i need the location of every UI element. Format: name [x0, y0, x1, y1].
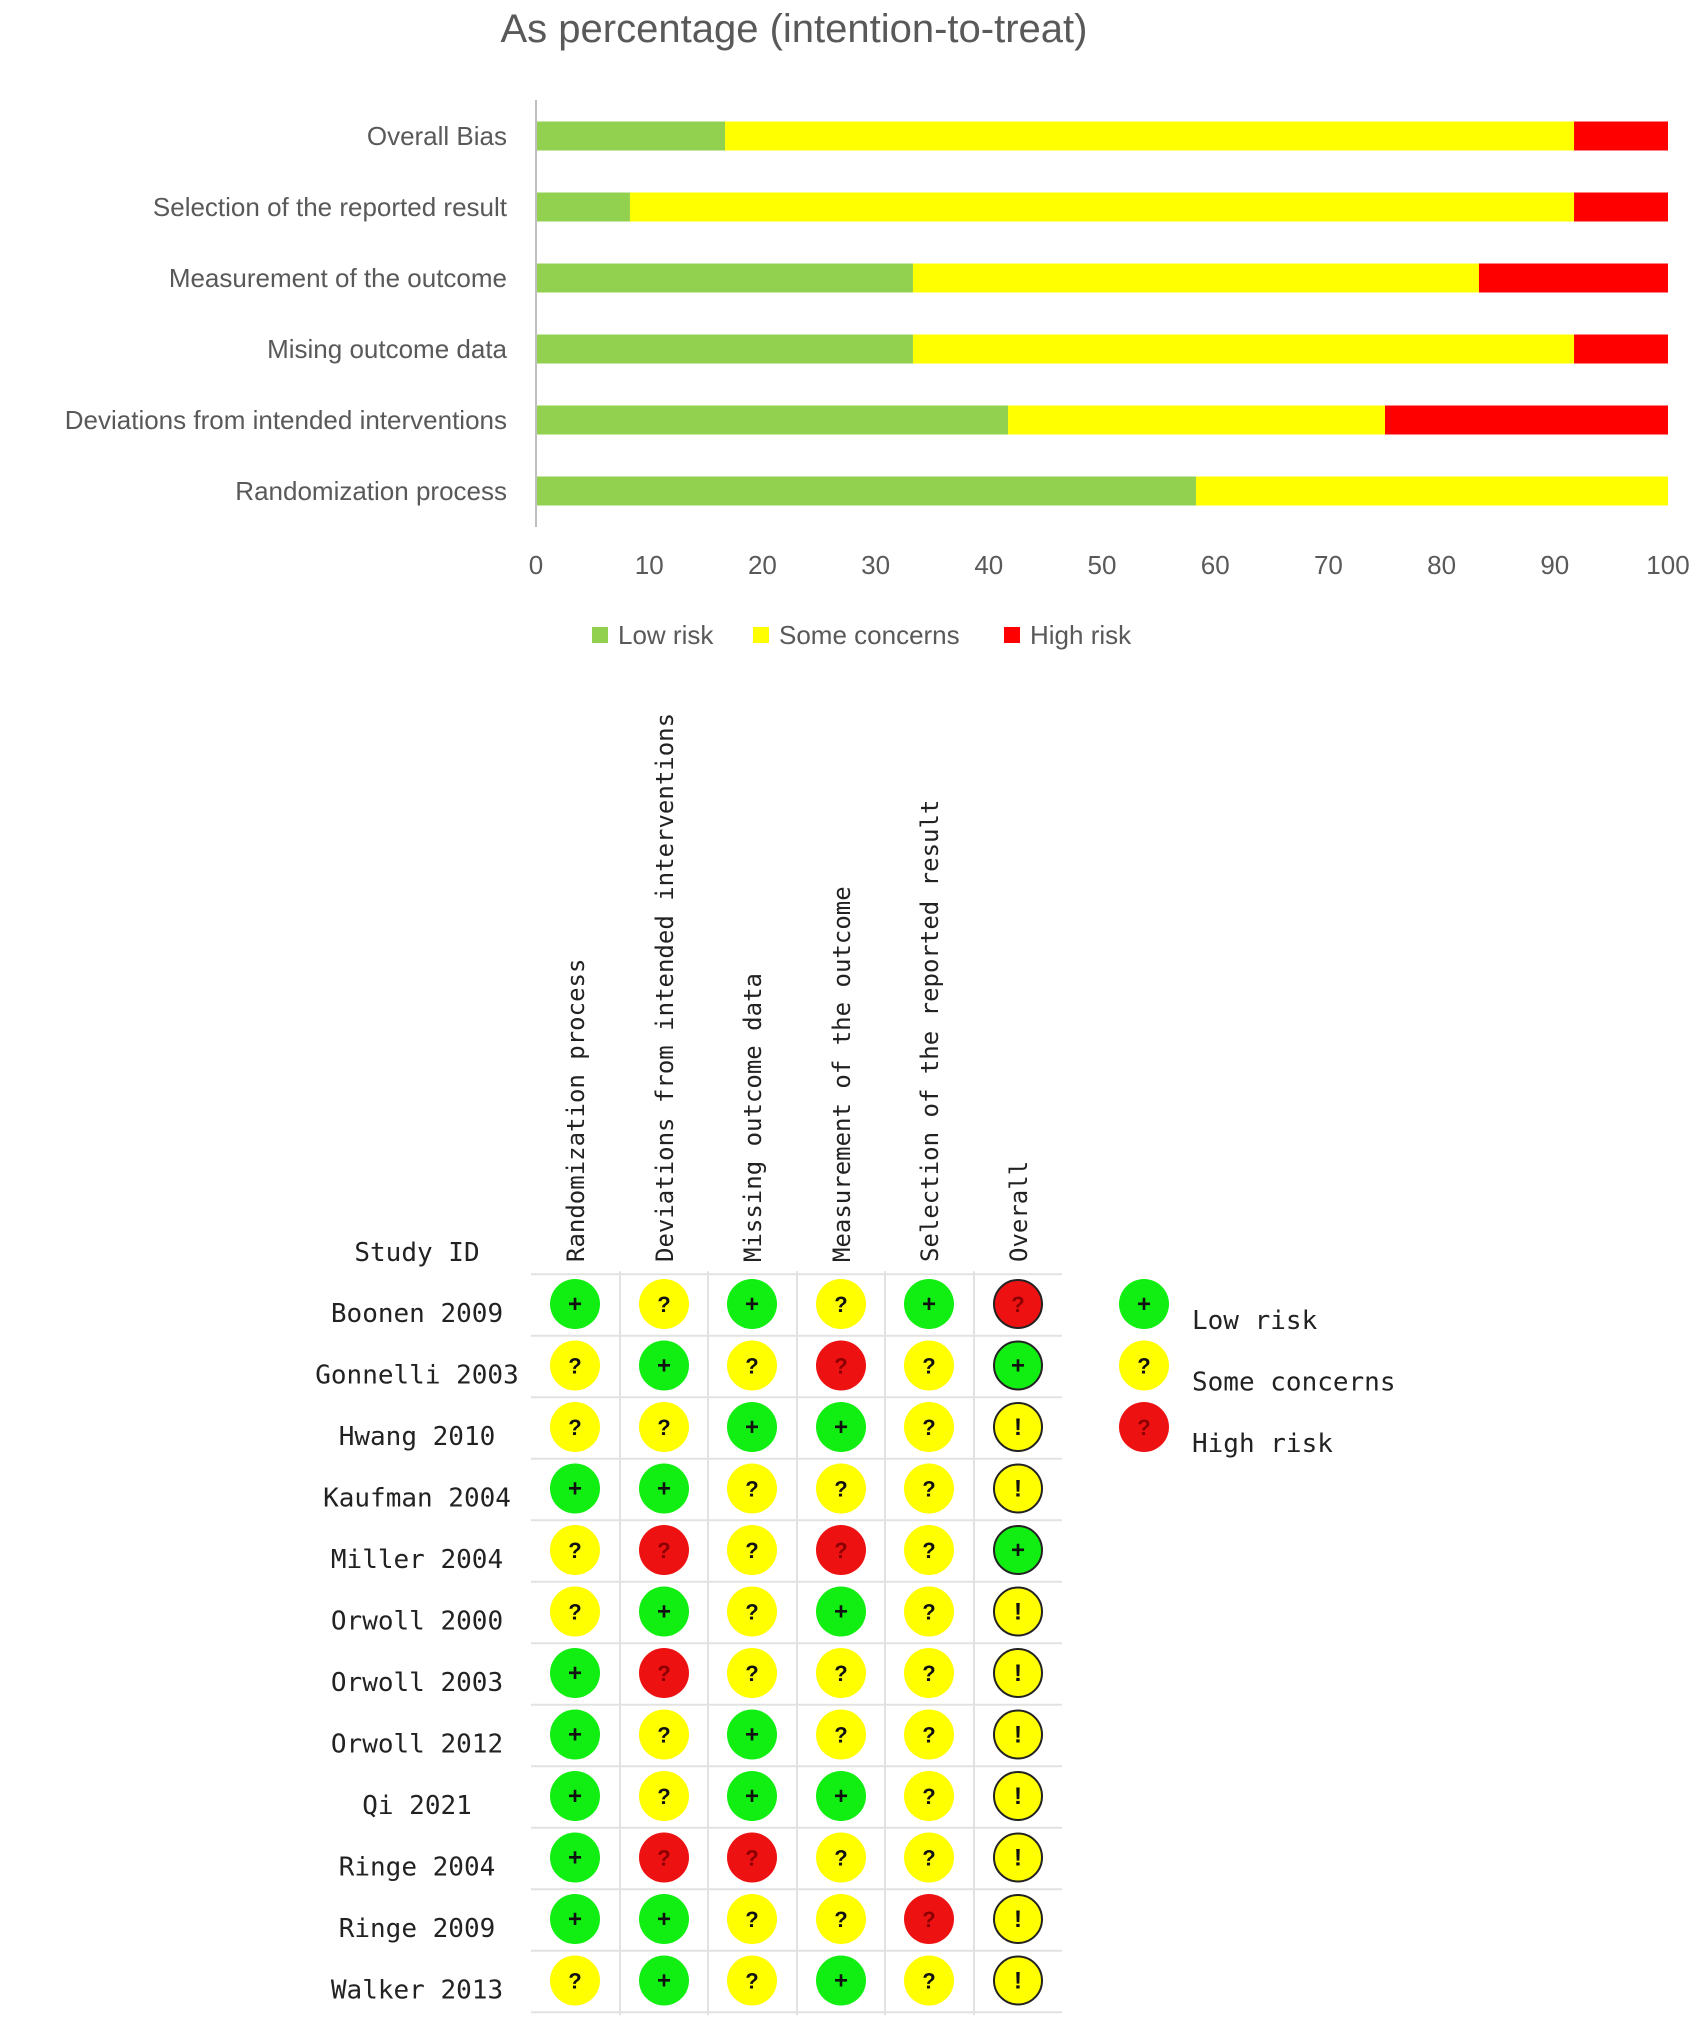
legend-item-low-risk [1119, 1279, 1318, 1336]
judgement-symbol: ? [657, 1538, 671, 1563]
bar-low-risk-randomization-process [536, 477, 1196, 506]
legend-label-some-concerns: Some concerns [1192, 1367, 1396, 1398]
judgement-symbol: ? [745, 1476, 759, 1502]
judgement-symbol: + [656, 1352, 672, 1380]
judgement-symbol: + [833, 1783, 849, 1810]
x-tick-0: 0 [528, 550, 544, 580]
judgement-symbol: ! [1014, 1721, 1022, 1749]
judgement-symbol: ? [922, 1968, 936, 1994]
category-label-mising-outcome-data: Mising outcome data [267, 334, 507, 364]
judgement-symbol: ? [922, 1784, 936, 1809]
cell-miller-2004-selection-of-the-reported-result-some [904, 1525, 954, 1575]
cell-miller-2004-randomization-process-some [550, 1525, 600, 1575]
cell-walker-2013-deviations-from-intended-interventions-low [639, 1956, 689, 2006]
judgement-symbol: ? [834, 1538, 848, 1563]
judgement-symbol: ? [834, 1476, 848, 1502]
judgement-symbol: ? [568, 1968, 582, 1994]
x-tick-10: 10 [634, 550, 664, 580]
cell-miller-2004-missing-outcome-data-some [727, 1525, 777, 1575]
cell-orwoll-2000-measurement-of-the-outcome-low [816, 1587, 866, 1637]
judgement-symbol: + [656, 1598, 672, 1626]
cell-ringe-2009-selection-of-the-reported-result-high [904, 1894, 954, 1944]
cell-orwoll-2003-measurement-of-the-outcome-some [816, 1648, 866, 1698]
judgement-symbol: ? [745, 1907, 759, 1932]
cell-ringe-2004-overall-some [994, 1834, 1042, 1882]
legend-swatch-high-risk [1004, 627, 1020, 643]
study-label-orwoll-2003: Orwoll 2003 [330, 1668, 504, 1698]
judgement-symbol: ! [1014, 1906, 1022, 1933]
column-header-randomization-process: Randomization process [562, 958, 590, 1262]
bar-low-risk-measurement-of-the-outcome [536, 264, 913, 293]
bar-high-risk-overall-bias [1574, 122, 1668, 151]
judgement-symbol: + [656, 1906, 672, 1933]
judgement-symbol: ? [922, 1722, 936, 1748]
cell-gonnelli-2003-deviations-from-intended-interventions-low [639, 1341, 689, 1391]
cell-walker-2013-measurement-of-the-outcome-low [816, 1956, 866, 2006]
judgement-symbol: ? [657, 1722, 671, 1748]
judgement-symbol: ? [568, 1415, 582, 1440]
bar-some-concerns-mising-outcome-data [913, 335, 1574, 364]
judgement-symbol: + [744, 1414, 760, 1441]
cell-kaufman-2004-measurement-of-the-outcome-some [816, 1464, 866, 1514]
cell-hwang-2010-overall-some [994, 1403, 1042, 1451]
study-label-qi-2021: Qi 2021 [362, 1791, 472, 1821]
legend-swatch-low-risk [592, 627, 608, 643]
judgement-symbol: + [744, 1721, 760, 1749]
cell-ringe-2004-deviations-from-intended-interventions-high [639, 1833, 689, 1883]
study-label-miller-2004: Miller 2004 [330, 1545, 504, 1575]
judgement-symbol: ! [1014, 1414, 1022, 1441]
judgement-symbol: + [1010, 1352, 1026, 1380]
judgement-symbol: ? [657, 1784, 671, 1809]
judgement-symbol: ? [922, 1353, 936, 1379]
cell-orwoll-2012-selection-of-the-reported-result-some [904, 1710, 954, 1760]
judgement-symbol: ? [834, 1907, 848, 1932]
stacked-bar-chart [65, 7, 1690, 650]
bar-high-risk-selection-of-the-reported-result [1574, 193, 1668, 222]
judgement-symbol: ? [568, 1599, 582, 1625]
judgement-symbol: ? [657, 1661, 671, 1686]
cell-gonnelli-2003-missing-outcome-data-some [727, 1341, 777, 1391]
cell-ringe-2004-missing-outcome-data-high [727, 1833, 777, 1883]
cell-orwoll-2000-randomization-process-some [550, 1587, 600, 1637]
legend-label-low-risk: Low risk [618, 620, 714, 650]
x-tick-labels [529, 550, 1690, 580]
judgement-symbol: ? [745, 1353, 759, 1379]
table-grid [531, 1271, 1062, 2015]
judgement-symbol: + [567, 1475, 583, 1503]
cell-qi-2021-selection-of-the-reported-result-some [904, 1771, 954, 1821]
cell-qi-2021-overall-some [994, 1772, 1042, 1820]
cell-orwoll-2003-randomization-process-low [550, 1648, 600, 1698]
judgement-symbol: + [567, 1844, 583, 1872]
cell-miller-2004-deviations-from-intended-interventions-high [639, 1525, 689, 1575]
judgement-symbol: ? [745, 1845, 759, 1871]
cell-orwoll-2000-selection-of-the-reported-result-some [904, 1587, 954, 1637]
cell-hwang-2010-selection-of-the-reported-result-some [904, 1402, 954, 1452]
cell-kaufman-2004-overall-some [994, 1465, 1042, 1513]
legend-label-low-risk: Low risk [1192, 1306, 1318, 1336]
cell-kaufman-2004-randomization-process-low [550, 1464, 600, 1514]
cell-ringe-2009-randomization-process-low [550, 1894, 600, 1944]
bar-chart-legend [592, 620, 1132, 650]
cell-hwang-2010-randomization-process-some [550, 1402, 600, 1452]
legend-item-some-concerns [1119, 1341, 1396, 1398]
bars [536, 122, 1668, 506]
cell-orwoll-2012-measurement-of-the-outcome-some [816, 1710, 866, 1760]
judgement-symbol: ! [1014, 1844, 1022, 1872]
x-tick-20: 20 [747, 550, 777, 580]
cell-boonen-2009-selection-of-the-reported-result-low [904, 1279, 954, 1329]
judgement-symbol: ? [657, 1292, 671, 1317]
cell-gonnelli-2003-measurement-of-the-outcome-high [816, 1341, 866, 1391]
judgement-symbol: + [656, 1967, 672, 1995]
column-header-measurement-of-the-outcome: Measurement of the outcome [828, 886, 856, 1262]
judgement-symbol: + [567, 1721, 583, 1749]
cell-walker-2013-selection-of-the-reported-result-some [904, 1956, 954, 2006]
judgement-symbol: ? [922, 1907, 936, 1932]
cell-boonen-2009-measurement-of-the-outcome-some [816, 1279, 866, 1329]
study-label-orwoll-2012: Orwoll 2012 [330, 1729, 504, 1760]
judgement-symbol: + [567, 1906, 583, 1933]
judgement-symbol: + [656, 1475, 672, 1503]
legend-item-high-risk [1004, 620, 1132, 650]
cell-boonen-2009-overall-high [994, 1280, 1042, 1328]
judgement-symbol: ! [1014, 1967, 1022, 1995]
legend-item-low-risk [592, 620, 714, 650]
study-labels [315, 1299, 519, 2006]
judgement-symbol: + [567, 1783, 583, 1810]
cell-walker-2013-missing-outcome-data-some [727, 1956, 777, 2006]
bar-some-concerns-measurement-of-the-outcome [913, 264, 1479, 293]
judgement-symbol: ? [922, 1845, 936, 1871]
legend-symbol: + [1136, 1291, 1152, 1318]
cell-gonnelli-2003-overall-low [994, 1342, 1042, 1390]
cell-gonnelli-2003-randomization-process-some [550, 1341, 600, 1391]
category-label-selection-of-the-reported-result: Selection of the reported result [152, 192, 507, 222]
judgement-symbol: ! [1014, 1598, 1022, 1626]
judgement-symbol: + [744, 1783, 760, 1810]
study-label-hwang-2010: Hwang 2010 [338, 1422, 496, 1452]
judgement-symbol: ? [922, 1599, 936, 1625]
legend-symbol: ? [1137, 1415, 1151, 1440]
judgement-symbol: ? [922, 1415, 936, 1440]
judgement-symbol: ? [834, 1845, 848, 1871]
category-label-deviations-from-intended-interventions: Deviations from intended interventions [64, 405, 507, 435]
cell-ringe-2004-selection-of-the-reported-result-some [904, 1833, 954, 1883]
category-label-randomization-process: Randomization process [235, 476, 507, 506]
legend-swatch-some-concerns [753, 627, 769, 643]
judgement-symbol: ? [922, 1538, 936, 1563]
cell-qi-2021-measurement-of-the-outcome-low [816, 1771, 866, 1821]
study-id-header: Study ID [354, 1238, 480, 1268]
judgement-symbol: + [744, 1291, 760, 1318]
legend-label-high-risk: High risk [1192, 1429, 1333, 1459]
traffic-light-plot [315, 713, 1395, 2015]
study-label-gonnelli-2003: Gonnelli 2003 [315, 1360, 519, 1391]
judgement-symbol: + [567, 1660, 583, 1687]
legend-label-some-concerns: Some concerns [779, 620, 960, 650]
judgement-symbol: + [567, 1291, 583, 1318]
judgement-symbol: ? [657, 1415, 671, 1440]
bar-low-risk-overall-bias [536, 122, 725, 151]
judgement-symbol: ? [922, 1661, 936, 1686]
judgement-symbol: ? [1011, 1292, 1025, 1317]
bar-some-concerns-selection-of-the-reported-result [630, 193, 1574, 222]
cell-hwang-2010-deviations-from-intended-interventions-some [639, 1402, 689, 1452]
cell-qi-2021-randomization-process-low [550, 1771, 600, 1821]
legend-symbol: ? [1137, 1353, 1151, 1379]
cell-orwoll-2003-selection-of-the-reported-result-some [904, 1648, 954, 1698]
judgement-symbol: ! [1014, 1660, 1022, 1687]
judgement-symbol: ? [745, 1661, 759, 1686]
cell-miller-2004-overall-low [994, 1526, 1042, 1574]
legend-item-high-risk [1119, 1402, 1333, 1459]
x-tick-30: 30 [861, 550, 891, 580]
judgement-symbol: ? [834, 1292, 848, 1317]
column-header-selection-of-the-reported-result: Selection of the reported result [916, 799, 944, 1262]
cell-miller-2004-measurement-of-the-outcome-high [816, 1525, 866, 1575]
bar-high-risk-measurement-of-the-outcome [1479, 264, 1668, 293]
legend-label-high-risk: High risk [1030, 620, 1132, 650]
x-tick-100: 100 [1646, 550, 1690, 580]
study-label-boonen-2009: Boonen 2009 [330, 1299, 504, 1329]
x-tick-70: 70 [1313, 550, 1343, 580]
cell-orwoll-2000-missing-outcome-data-some [727, 1587, 777, 1637]
judgement-symbol: ! [1014, 1783, 1022, 1810]
judgement-symbol: ? [922, 1476, 936, 1502]
cell-kaufman-2004-deviations-from-intended-interventions-low [639, 1464, 689, 1514]
cell-walker-2013-overall-some [994, 1957, 1042, 2005]
study-label-ringe-2004: Ringe 2004 [338, 1852, 496, 1883]
judgement-symbol: + [833, 1414, 849, 1441]
cell-kaufman-2004-selection-of-the-reported-result-some [904, 1464, 954, 1514]
column-header-missing-outcome-data: Missing outcome data [739, 973, 767, 1262]
cell-boonen-2009-deviations-from-intended-interventions-some [639, 1279, 689, 1329]
cell-orwoll-2012-missing-outcome-data-low [727, 1710, 777, 1760]
traffic-light-legend [1119, 1279, 1396, 1459]
category-label-overall-bias: Overall Bias [366, 121, 507, 151]
x-tick-40: 40 [974, 550, 1004, 580]
cell-orwoll-2003-deviations-from-intended-interventions-high [639, 1648, 689, 1698]
judgement-symbol: ? [834, 1353, 848, 1379]
column-header-deviations-from-intended-interventions: Deviations from intended interventions [651, 712, 679, 1262]
cell-ringe-2009-deviations-from-intended-interventions-low [639, 1894, 689, 1944]
cell-orwoll-2003-missing-outcome-data-some [727, 1648, 777, 1698]
domain-column-headers [562, 713, 1033, 1262]
category-labels [65, 121, 508, 506]
cell-ringe-2009-overall-some [994, 1895, 1042, 1943]
judgement-symbol: ? [657, 1845, 671, 1871]
cell-hwang-2010-missing-outcome-data-low [727, 1402, 777, 1452]
bar-some-concerns-randomization-process [1196, 477, 1668, 506]
bar-some-concerns-deviations-from-intended-interventions [1008, 406, 1385, 435]
cell-orwoll-2012-overall-some [994, 1711, 1042, 1759]
cell-orwoll-2012-randomization-process-low [550, 1710, 600, 1760]
bar-high-risk-deviations-from-intended-interventions [1385, 406, 1668, 435]
cell-ringe-2004-measurement-of-the-outcome-some [816, 1833, 866, 1883]
chart-title: As percentage (intention-to-treat) [500, 7, 1088, 51]
cell-orwoll-2012-deviations-from-intended-interventions-some [639, 1710, 689, 1760]
judgement-symbol: ? [745, 1599, 759, 1625]
cell-ringe-2009-missing-outcome-data-some [727, 1894, 777, 1944]
judgement-symbol: ! [1014, 1475, 1022, 1503]
x-tick-90: 90 [1540, 550, 1570, 580]
study-label-ringe-2009: Ringe 2009 [338, 1914, 496, 1944]
study-label-kaufman-2004: Kaufman 2004 [323, 1483, 511, 1514]
judgement-symbol: ? [834, 1661, 848, 1686]
cell-orwoll-2000-deviations-from-intended-interventions-low [639, 1587, 689, 1637]
column-header-overall: Overall [1005, 1160, 1033, 1262]
judgement-symbol: ? [745, 1968, 759, 1994]
bar-high-risk-mising-outcome-data [1574, 335, 1668, 364]
cell-kaufman-2004-missing-outcome-data-some [727, 1464, 777, 1514]
judgement-symbol: ? [745, 1538, 759, 1563]
x-tick-80: 80 [1427, 550, 1457, 580]
cell-orwoll-2003-overall-some [994, 1649, 1042, 1697]
bar-low-risk-selection-of-the-reported-result [536, 193, 630, 222]
judgement-symbol: + [1010, 1537, 1026, 1564]
bar-some-concerns-overall-bias [725, 122, 1574, 151]
bar-low-risk-mising-outcome-data [536, 335, 913, 364]
cell-qi-2021-deviations-from-intended-interventions-some [639, 1771, 689, 1821]
judgement-symbol: + [833, 1967, 849, 1995]
x-tick-60: 60 [1200, 550, 1230, 580]
study-label-orwoll-2000: Orwoll 2000 [330, 1606, 504, 1637]
x-tick-50: 50 [1087, 550, 1117, 580]
study-label-walker-2013: Walker 2013 [330, 1975, 504, 2006]
category-label-measurement-of-the-outcome: Measurement of the outcome [168, 263, 507, 293]
judgement-symbol: + [921, 1291, 937, 1318]
judgement-symbol: + [833, 1598, 849, 1626]
bar-low-risk-deviations-from-intended-interventions [536, 406, 1008, 435]
cell-orwoll-2000-overall-some [994, 1588, 1042, 1636]
judgement-symbol: ? [568, 1353, 582, 1379]
cell-gonnelli-2003-selection-of-the-reported-result-some [904, 1341, 954, 1391]
cell-qi-2021-missing-outcome-data-low [727, 1771, 777, 1821]
cell-walker-2013-randomization-process-some [550, 1956, 600, 2006]
cell-ringe-2009-measurement-of-the-outcome-some [816, 1894, 866, 1944]
legend-item-some-concerns [753, 620, 960, 650]
judgement-symbol: ? [834, 1722, 848, 1748]
cell-hwang-2010-measurement-of-the-outcome-low [816, 1402, 866, 1452]
cell-ringe-2004-randomization-process-low [550, 1833, 600, 1883]
cell-boonen-2009-randomization-process-low [550, 1279, 600, 1329]
judgement-symbol: ? [568, 1538, 582, 1563]
cell-boonen-2009-missing-outcome-data-low [727, 1279, 777, 1329]
